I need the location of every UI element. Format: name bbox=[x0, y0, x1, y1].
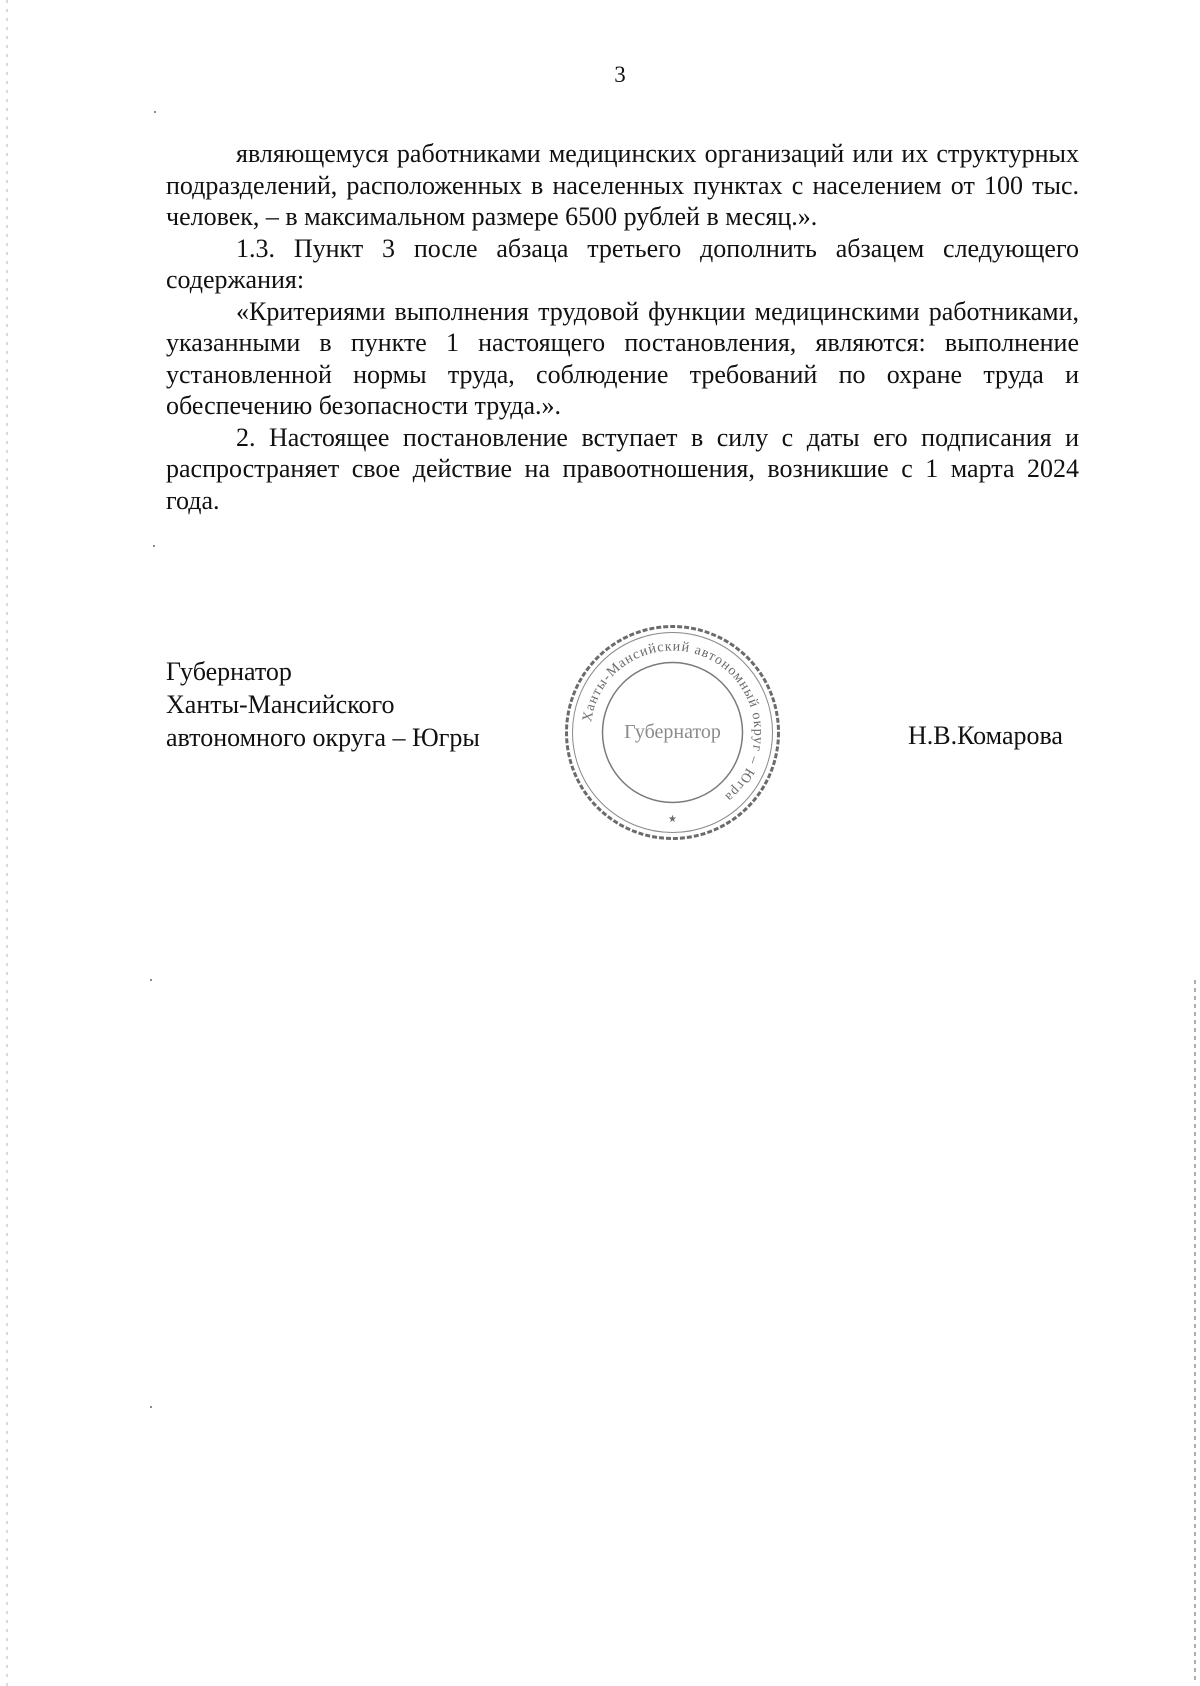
scan-edge-right bbox=[1194, 980, 1196, 1680]
scan-speck bbox=[154, 111, 156, 113]
document-body bbox=[166, 138, 1079, 516]
official-seal bbox=[560, 620, 785, 845]
signature-title-block bbox=[166, 655, 480, 754]
seal-center-text: Губернатор bbox=[624, 721, 721, 743]
signer-name: Н.В.Комарова bbox=[908, 721, 1063, 750]
paragraph-item-1-3: 1.3. Пункт 3 после абзаца третьего дополнить абзацем следующего содержания: bbox=[166, 233, 1079, 294]
scan-edge-left bbox=[6, 0, 8, 1686]
scan-speck bbox=[153, 545, 155, 547]
signature-title-line: автономного округа – Югры bbox=[166, 723, 480, 752]
seal-star-icon: ★ bbox=[668, 814, 677, 825]
paragraph-criteria: «Критериями выполнения трудовой функции медицинскими работниками, указанными в пункте 1 настоящего постановления, являются: выполнение установленной нормы труда, соблюдение требований по охране труда и обеспечению безопасности труда.». bbox=[166, 296, 1079, 420]
signature-title-line: Ханты-Мансийского bbox=[166, 690, 395, 719]
signature-title-line: Губернатор bbox=[166, 657, 292, 686]
paragraph-item-2: 2. Настоящее постановление вступает в силу с даты его подписания и распространяет свое действие на правоотношения, возникшие с 1 марта 2024 года. bbox=[166, 422, 1079, 515]
page-number: 3 bbox=[614, 62, 626, 87]
paragraph-continuation: являющемуся работниками медицинских организаций или их структурных подразделений, расположенных в населенных пунктах с населением от 100 тыс. человек, – в максимальном размере 6500 рублей в месяц.». bbox=[166, 139, 1079, 231]
scan-speck bbox=[150, 979, 152, 981]
scan-speck bbox=[150, 1406, 152, 1408]
seal-outer-text: Ханты-Мансийский автономный округ – Югра bbox=[580, 639, 766, 805]
